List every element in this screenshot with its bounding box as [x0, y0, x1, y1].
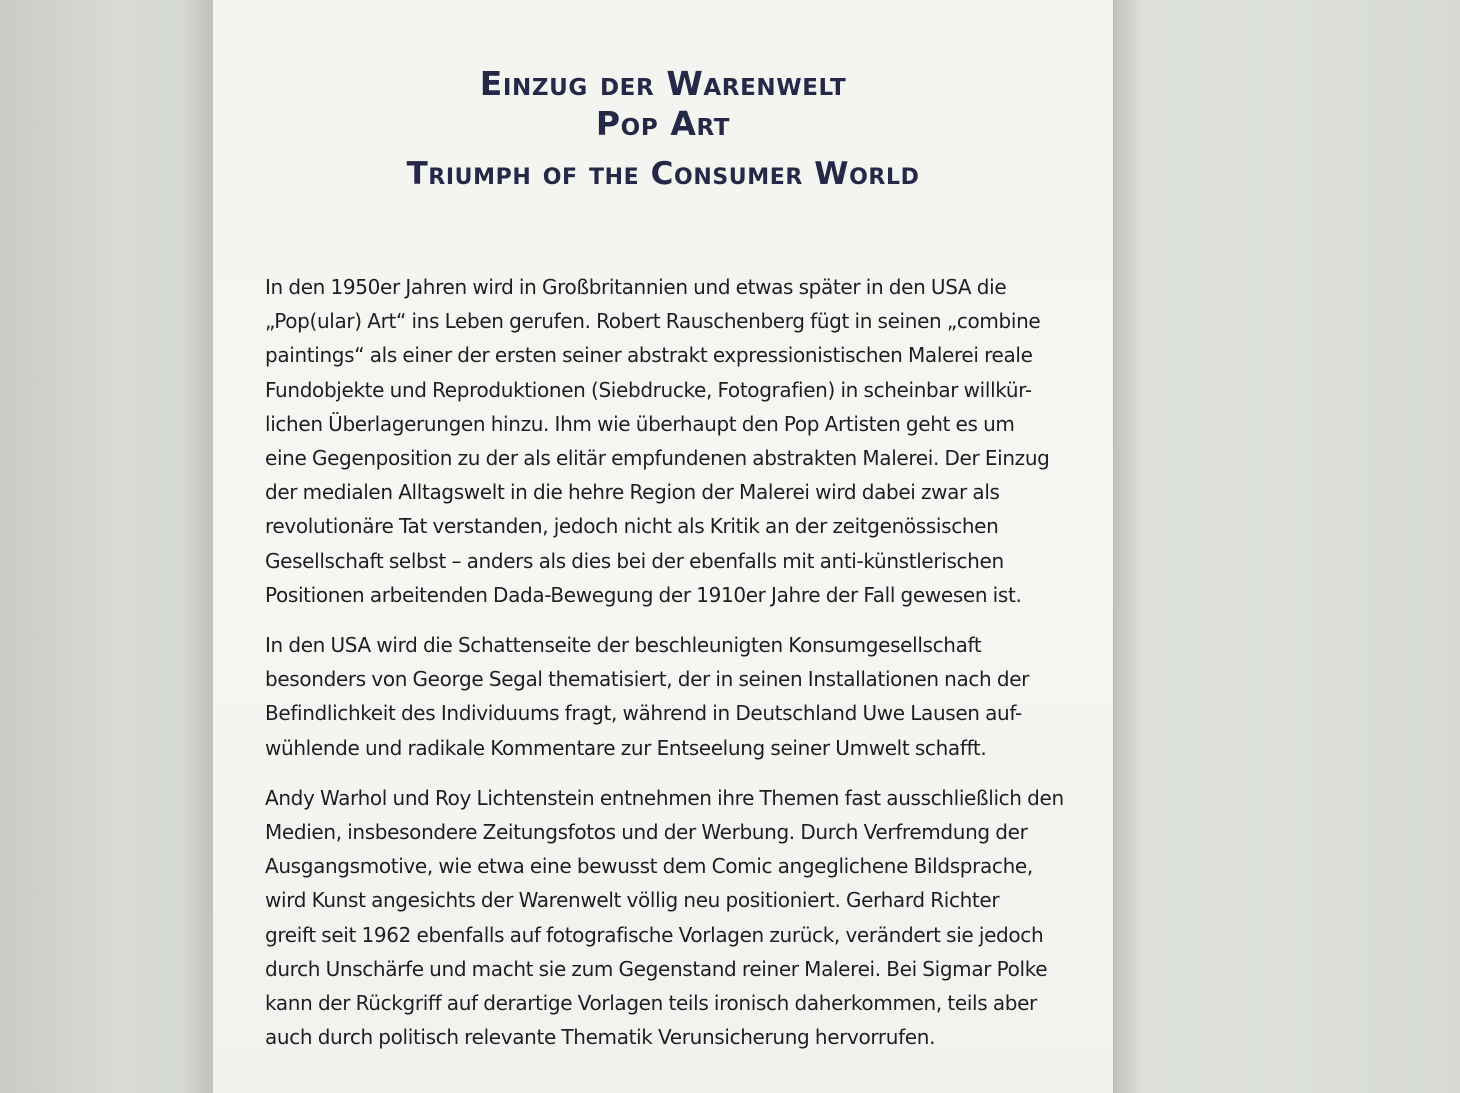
paragraph-3: [265, 781, 1065, 1055]
text-line: Fundobjekte und Reproduktionen (Siebdrucke, Fotografien) in scheinbar willkür-: [265, 377, 1032, 402]
text-line: greift seit 1962 ebenfalls auf fotografische Vorlagen zurück, verändert sie jedoch: [265, 922, 1044, 947]
paragraph-2: [265, 628, 1065, 765]
text-line: Andy Warhol und Roy Lichtenstein entnehmen ihre Themen fast ausschließlich den: [265, 785, 1064, 810]
title-german: Einzug der Warenwelt: [479, 64, 847, 103]
text-line: kann der Rückgriff auf derartige Vorlagen teils ironisch daherkommen, teils aber: [265, 991, 1037, 1016]
text-line: „Pop(ular) Art“ ins Leben gerufen. Robert Rauschenberg fügt in seinen „combine: [265, 309, 1041, 334]
text-line: Ausgangsmotive, wie etwa eine bewusst dem Comic angeglichene Bildsprache,: [265, 854, 1033, 879]
title-english: Triumph of the Consumer World: [406, 156, 920, 192]
text-line: In den 1950er Jahren wird in Großbritannien und etwas später in den USA die: [265, 275, 1007, 299]
text-line: In den USA wird die Schattenseite der beschleunigten Konsumgesellschaft: [265, 633, 982, 658]
text-line: paintings“ als einer der ersten seiner abstrakt expressionistischen Malerei reale: [265, 343, 1033, 368]
text-line: Positionen arbeitenden Dada-Bewegung der 1910er Jahre der Fall gewesen ist.: [265, 582, 1022, 607]
text-line: wird Kunst angesichts der Warenwelt völlig neu positioniert. Gerhard Richter: [265, 888, 1000, 913]
title-pop-art: Pop Art: [595, 104, 731, 143]
text-line: durch Unschärfe und macht sie zum Gegenstand reiner Malerei. Bei Sigmar Polke: [265, 956, 1048, 981]
text-line: besonders von George Segal thematisiert, der in seinen Installationen nach der: [265, 667, 1030, 692]
wall-shadow-left: [182, 0, 212, 1093]
paragraph-1: [265, 270, 1065, 612]
text-line: Medien, insbesondere Zeitungsfotos und der Werbung. Durch Verfremdung der: [265, 820, 1028, 845]
text-line: eine Gegenposition zu der als elitär empfundenen abstrakten Malerei. Der Einzug: [265, 446, 1050, 471]
text-line: lichen Überlagerungen hinzu. Ihm wie überhaupt den Pop Artisten geht es um: [265, 411, 1015, 436]
text-line: Gesellschaft selbst – anders als dies bei der ebenfalls mit anti-künstlerischen: [265, 548, 1004, 573]
text-line: Befindlichkeit des Individuums fragt, während in Deutschland Uwe Lausen auf-: [265, 701, 1022, 726]
text-line: auch durch politisch relevante Thematik Verunsicherung hervorrufen.: [265, 1025, 936, 1050]
text-line: revolutionäre Tat verstanden, jedoch nicht als Kritik an der zeitgenössischen: [265, 514, 999, 539]
text-line: wühlende und radikale Kommentare zur Entseelung seiner Umwelt schafft.: [265, 735, 987, 760]
exhibition-text-panel: [212, 0, 1114, 1093]
panel-title-block: [213, 64, 1113, 194]
wall-shadow-right: [1114, 0, 1144, 1093]
panel-body-text: [265, 270, 1065, 1070]
text-line: der medialen Alltagswelt in die hehre Region der Malerei wird dabei zwar als: [265, 480, 1000, 505]
